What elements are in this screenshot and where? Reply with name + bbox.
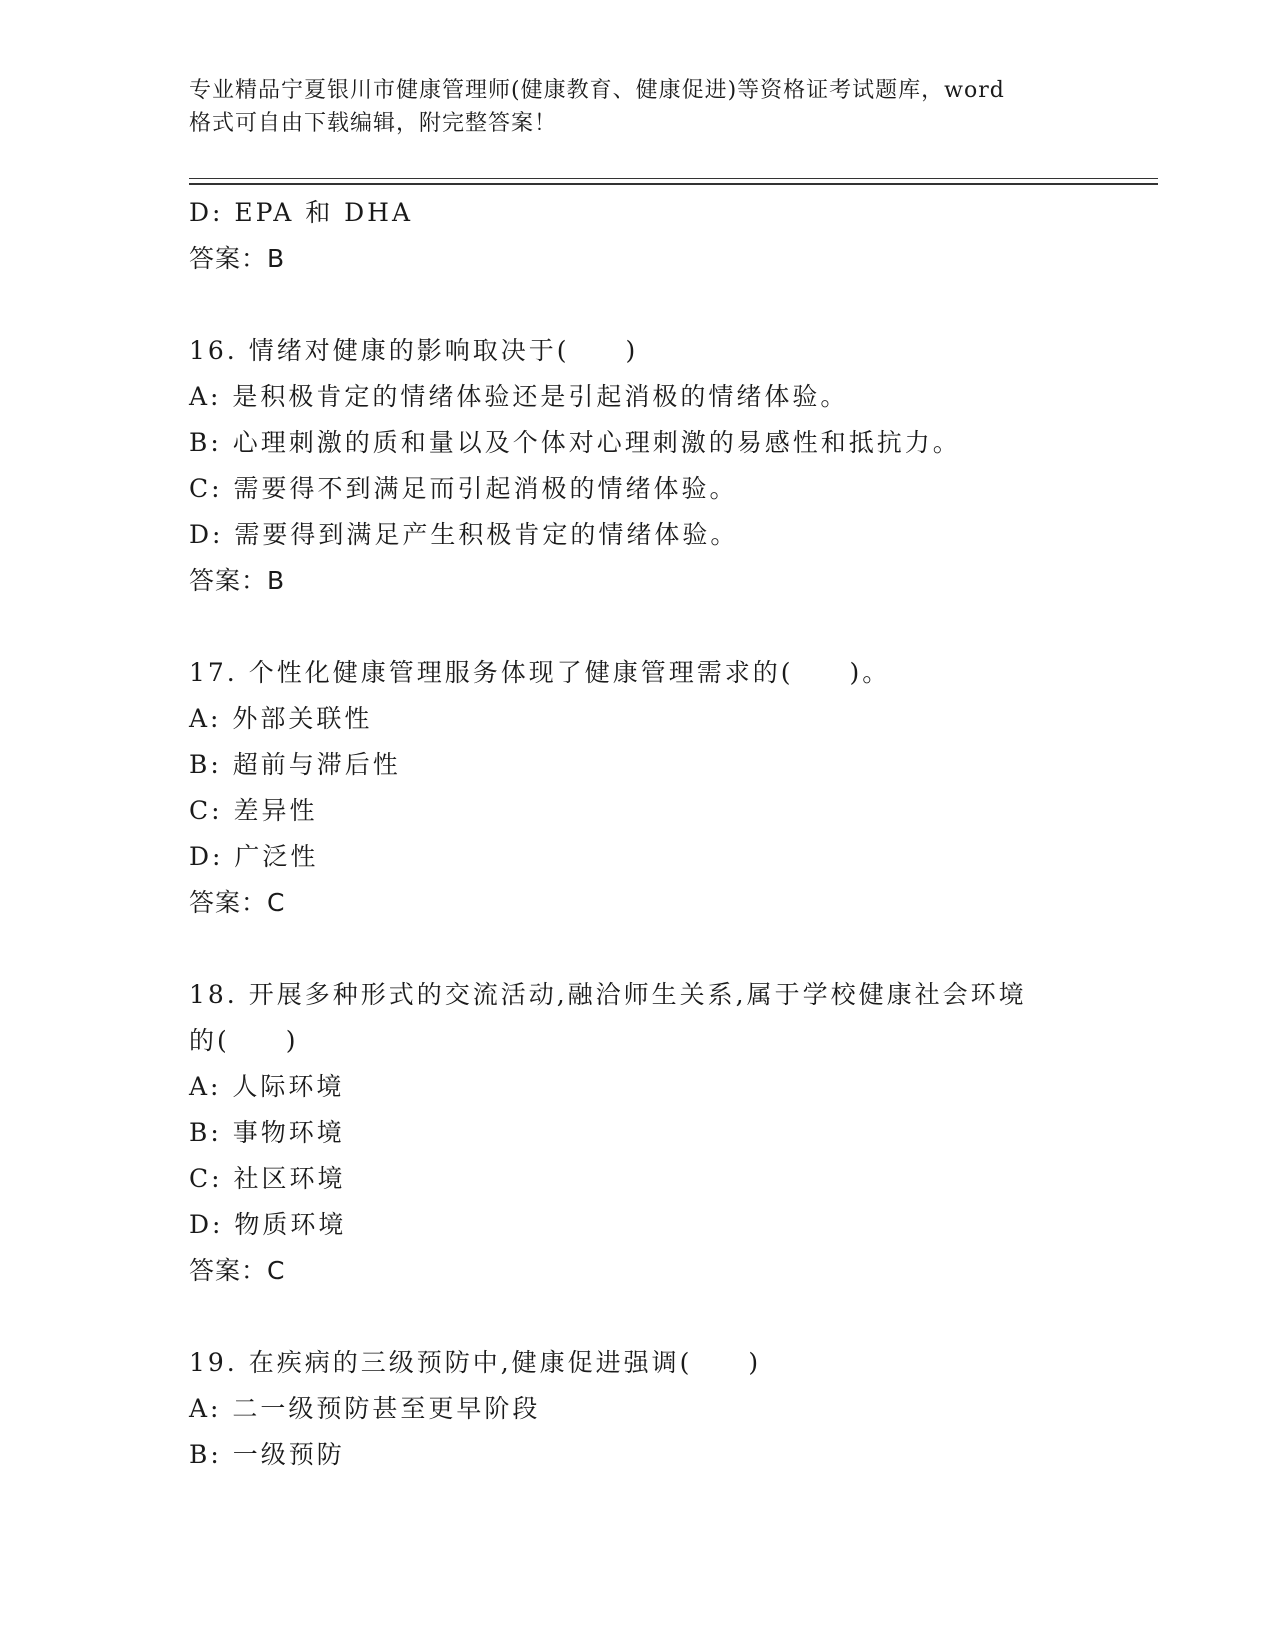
q15-answer: 答案：B — [189, 244, 286, 273]
q17-option-b: B: 超前与滞后性 — [189, 750, 401, 779]
q18-stem-line-1: 18. 开展多种形式的交流活动,融洽师生关系,属于学校健康社会环境 — [189, 980, 1027, 1009]
q18-option-a: A: 人际环境 — [189, 1072, 345, 1101]
question-list — [189, 190, 1149, 1478]
q18-option-c: C: 社区环境 — [189, 1164, 346, 1193]
q17-option-a: A: 外部关联性 — [189, 704, 373, 733]
q17-stem: 17. 个性化健康管理服务体现了健康管理需求的( )。 — [189, 658, 891, 687]
header-divider-thin — [189, 178, 1158, 179]
q16-option-c: C: 需要得不到满足而引起消极的情绪体验。 — [189, 474, 738, 503]
spacer — [189, 282, 1149, 328]
spacer — [189, 926, 1149, 972]
q19-option-a: A: 二一级预防甚至更早阶段 — [189, 1394, 541, 1423]
q19-option-b: B: 一级预防 — [189, 1440, 345, 1469]
q16-option-b: B: 心理刺激的质和量以及个体对心理刺激的易感性和抵抗力。 — [189, 428, 961, 457]
q19-stem: 19. 在疾病的三级预防中,健康促进强调( ) — [189, 1348, 762, 1377]
q15-option-d: D: EPA 和 DHA — [189, 198, 414, 227]
q18-option-b: B: 事物环境 — [189, 1118, 345, 1147]
spacer — [189, 604, 1149, 650]
q16-option-d: D: 需要得到满足产生积极肯定的情绪体验。 — [189, 520, 739, 549]
spacer — [189, 1294, 1149, 1340]
q16-option-a: A: 是积极肯定的情绪体验还是引起消极的情绪体验。 — [189, 382, 849, 411]
q18-stem-line-2: 的( ) — [189, 1026, 299, 1055]
header-divider-thick — [189, 183, 1158, 185]
header-line-2: 格式可自由下载编辑，附完整答案！ — [189, 111, 558, 136]
document-header — [189, 74, 1089, 140]
q17-option-d: D: 广泛性 — [189, 842, 319, 871]
q17-answer: 答案：C — [189, 888, 286, 917]
q18-option-d: D: 物质环境 — [189, 1210, 347, 1239]
header-line-1: 专业精品宁夏银川市健康管理师(健康教育、健康促进)等资格证考试题库，word — [189, 78, 1005, 103]
q18-answer: 答案：C — [189, 1256, 286, 1285]
q16-stem: 16. 情绪对健康的影响取决于( ) — [189, 336, 639, 365]
q16-answer: 答案：B — [189, 566, 286, 595]
q17-option-c: C: 差异性 — [189, 796, 318, 825]
